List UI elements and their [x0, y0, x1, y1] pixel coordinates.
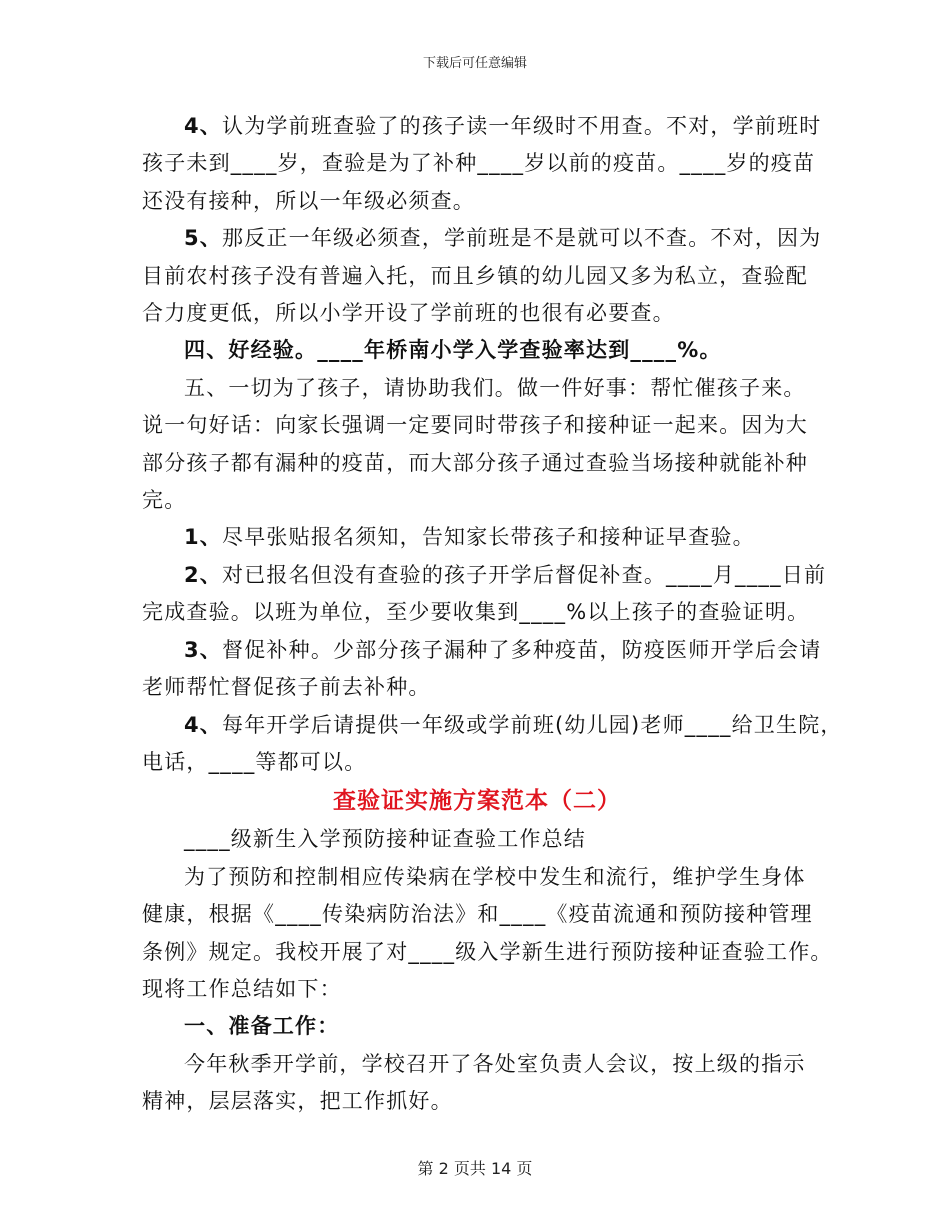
paragraph-preparation: 今年秋季开学前，学校召开了各处室负责人会议，按上级的指示 精神，层层落实，把工作抓好。: [142, 1051, 806, 1114]
section-heading-good-experience: 四、好经验。____年桥南小学入学查验率达到____%。: [184, 338, 722, 363]
paragraph-item-5: 5、那反正一年级必须查，学前班是不是就可以不查。不对，因为 目前农村孩子没有普遍入托，而且乡镇的幼儿园又多为私立，查验配 合力度更低，所以小学开设了学前班的也很有必要查。: [142, 226, 822, 326]
section-title: 查验证实施方案范本（二）: [333, 788, 621, 815]
heading-preparation: 一、准备工作：: [184, 1014, 340, 1039]
item-number: 5、: [184, 226, 223, 251]
paragraph-intro: 为了预防和控制相应传染病在学校中发生和流行，维护学生身体 健康，根据《____传染病防治法》和____《疫苗流通和预防接种管理 条例》规定。我校开展了对____级入学新生进行预防接种证查验工作。 现将工作总结如下：: [142, 864, 833, 1001]
page-footer: 第 2 页共 14 页: [417, 1159, 533, 1178]
document-body: [142, 108, 843, 1121]
page-header: 下载后可任意编辑: [422, 56, 527, 71]
item-number: 2、: [184, 562, 223, 587]
paragraph-item-3: 3、督促补种。少部分孩子漏种了多种疫苗，防疫医师开学后会请 老师帮忙督促孩子前去补种。: [142, 637, 822, 700]
item-number: 4、: [184, 114, 223, 138]
paragraph-item-2: 2、对已报名但没有查验的孩子开学后督促补查。____月____日前 完成查验。以班为单位，至少要收集到____%以上孩子的查验证明。: [142, 562, 827, 625]
item-number: 1、: [184, 525, 223, 550]
item-number: 4、: [184, 712, 223, 737]
summary-subtitle: ____级新生入学预防接种证查验工作总结: [184, 827, 586, 852]
paragraph-item-4: 4、认为学前班查验了的孩子读一年级时不用查。不对，学前班时 孩子未到____岁，查验是为了补种____岁以前的疫苗。____岁的疫苗 还没有接种，所以一年级必须查。: [142, 114, 822, 213]
paragraph-section-5: 五、一切为了孩子，请协助我们。做一件好事：帮忙催孩子来。 说一句好话：向家长强调一定要同时带孩子和接种证一起来。因为大 部分孩子都有漏种的疫苗，而大部分孩子通过查验当场接种就能补种 完。: [142, 375, 808, 513]
paragraph-item-1: 1、尽早张贴报名须知，告知家长带孩子和接种证早查验。: [184, 525, 755, 550]
paragraph-item-4b: 4、每年开学后请提供一年级或学前班(幼儿园)老师____给卫生院， 电话，____等都可以。: [142, 712, 843, 774]
item-number: 3、: [184, 637, 223, 662]
